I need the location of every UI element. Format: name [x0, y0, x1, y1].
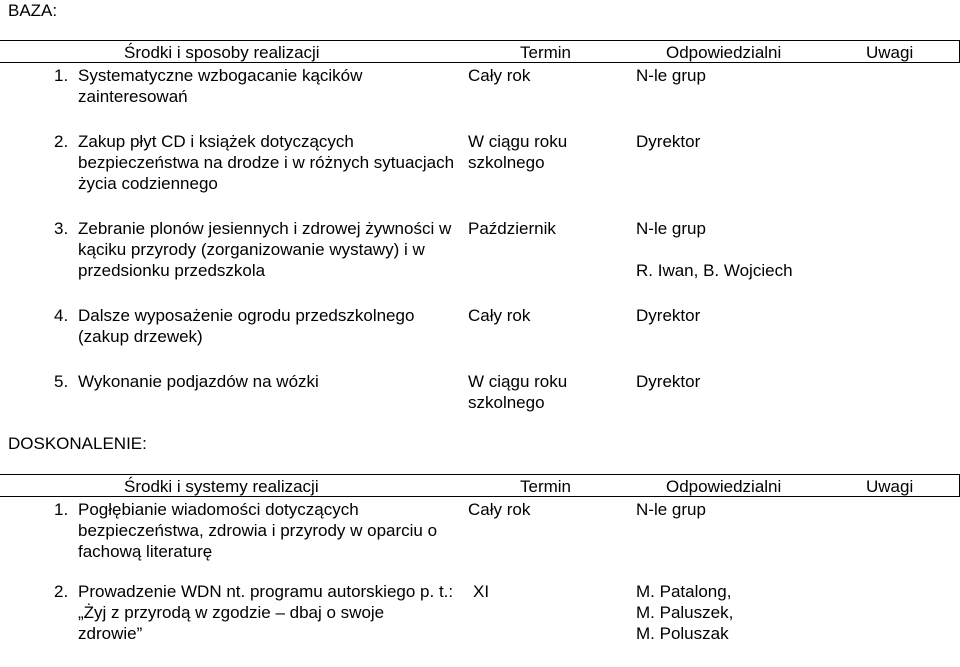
responsible-cell: N-le grup R. Iwan, B. Wojciech	[636, 219, 793, 280]
column-header-notes: Uwagi	[866, 43, 914, 62]
row-number: 5.	[54, 372, 69, 391]
table-top-border	[0, 474, 960, 475]
term-cell: Cały rok	[468, 66, 531, 85]
term-cell: W ciągu roku szkolnego	[468, 372, 568, 412]
term-cell: Cały rok	[468, 306, 531, 325]
column-header-term: Termin	[520, 477, 572, 496]
header-bottom-border	[0, 62, 960, 63]
task-cell: Wykonanie podjazdów na wózki	[78, 372, 319, 391]
task-cell: Zakup płyt CD i książek dotyczących bezpieczeństwa na drodze i w różnych sytuacjach życia codziennego	[78, 132, 455, 193]
term-cell: Cały rok	[468, 500, 531, 519]
term-cell: Październik	[468, 219, 556, 238]
header-bottom-border	[0, 496, 960, 497]
task-cell: Systematyczne wzbogacanie kącików zainteresowań	[78, 66, 363, 106]
column-header-responsible: Odpowiedzialni	[666, 43, 782, 62]
task-cell: Pogłębianie wiadomości dotyczących bezpieczeństwa, zdrowia i przyrody w oparciu o fachową literaturę	[78, 500, 438, 561]
responsible-cell: Dyrektor	[636, 132, 701, 151]
row-number: 2.	[54, 132, 69, 151]
row-number: 1.	[54, 66, 69, 85]
task-cell: Zebranie plonów jesiennych i zdrowej żywności w kąciku przyrody (zorganizowanie wystawy) i w przedsionku przedszkola	[78, 219, 452, 280]
responsible-cell: M. Patalong, M. Paluszek, M. Poluszak	[636, 582, 734, 643]
term-cell: XI	[473, 582, 490, 601]
row-number: 3.	[54, 219, 69, 238]
row-number: 4.	[54, 306, 69, 325]
section-heading-doskonalenie: DOSKONALENIE:	[8, 434, 147, 453]
row-number: 1.	[54, 500, 69, 519]
row-number: 2.	[54, 582, 69, 601]
column-header-responsible: Odpowiedzialni	[666, 477, 782, 496]
column-header-means: Środki i sposoby realizacji	[124, 43, 320, 62]
task-cell: Dalsze wyposażenie ogrodu przedszkolnego (zakup drzewek)	[78, 306, 415, 346]
section-heading-baza: BAZA:	[8, 1, 58, 20]
responsible-cell: Dyrektor	[636, 372, 701, 391]
term-cell: W ciągu roku szkolnego	[468, 132, 568, 172]
table-top-border	[0, 40, 960, 41]
responsible-cell: Dyrektor	[636, 306, 701, 325]
task-cell: Prowadzenie WDN nt. programu autorskiego p. t.: „Żyj z przyrodą w zgodzie – dbaj o swoje zdrowie”	[78, 582, 454, 643]
column-header-notes: Uwagi	[866, 477, 914, 496]
responsible-cell: N-le grup	[636, 66, 706, 85]
responsible-cell: N-le grup	[636, 500, 706, 519]
column-header-means: Środki i systemy realizacji	[124, 477, 319, 496]
column-header-term: Termin	[520, 43, 572, 62]
